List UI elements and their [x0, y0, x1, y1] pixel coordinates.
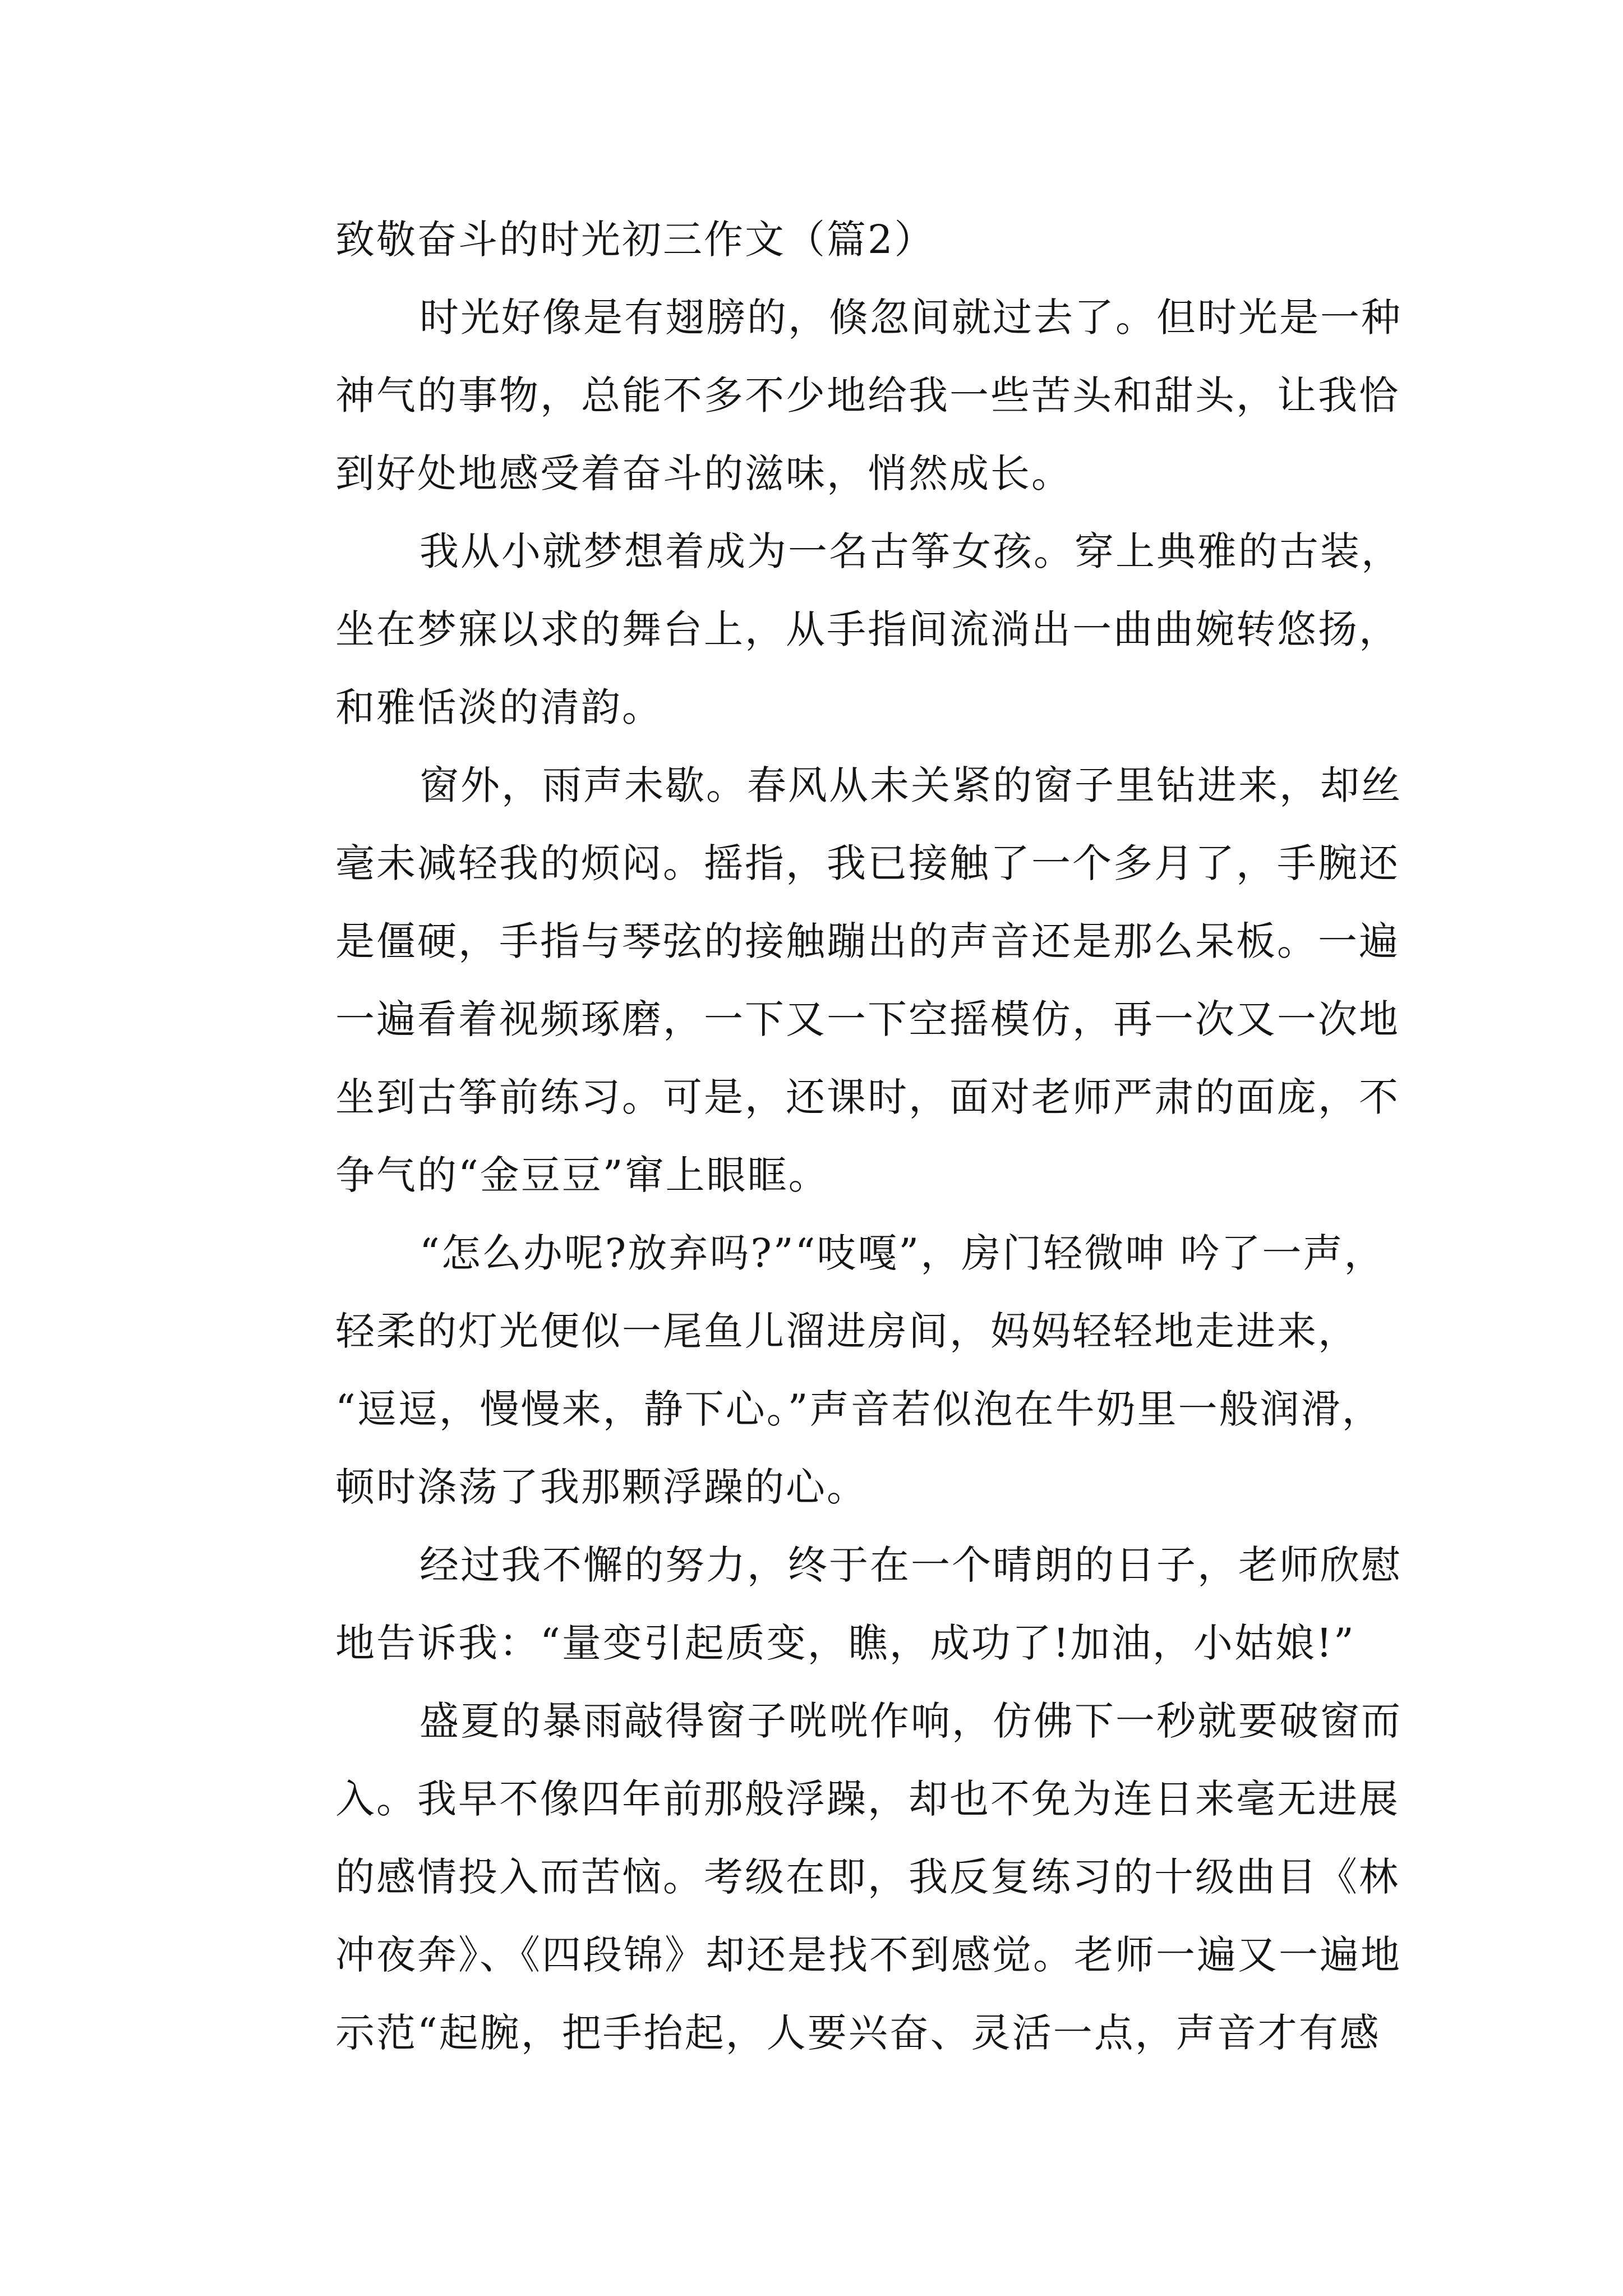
- text-line: 轻柔的灯光便似一尾鱼儿溜进房间，妈妈轻轻地走进来，: [335, 1308, 1359, 1354]
- text-line: 争气的“金豆豆”窜上眼眶。: [335, 1152, 829, 1198]
- paragraph: [251, 279, 1402, 513]
- text-line: 是僵硬，手指与琴弦的接触蹦出的声音还是那么呆板。一遍: [335, 918, 1400, 964]
- text-line: “逗逗，慢慢来，静下心。”声音若似泡在牛奶里一般润滑，: [335, 1386, 1383, 1432]
- text-line: 入。我早不像四年前那般浮躁，却也不免为连日来毫无进展: [335, 1776, 1400, 1822]
- paragraph: [251, 1214, 1385, 1526]
- paragraph: [251, 747, 1402, 1214]
- text-line: 示范“起腕，把手抬起，人要兴奋、灵活一点，声音才有感: [335, 2010, 1381, 2056]
- text-line: 坐在梦寐以求的舞台上，从手指间流淌出一曲曲婉转悠扬，: [335, 606, 1400, 652]
- text-line: 盛夏的暴雨敲得窗子咣咣作响，仿佛下一秒就要破窗而: [419, 1698, 1402, 1744]
- text-line: 神气的事物，总能不多不少地给我一些苦头和甜头，让我恰: [335, 372, 1400, 418]
- text-line: 毫未减轻我的烦闷。摇指，我已接触了一个多月了，手腕还: [335, 840, 1400, 886]
- text-line: 到好处地感受着奋斗的滋味，悄然成长。: [335, 450, 1072, 496]
- text-line: 经过我不懈的努力，终于在一个晴朗的日子，老师欣慰: [419, 1542, 1402, 1588]
- text-line: 的感情投入而苦恼。考级在即，我反复练习的十级曲目《林: [335, 1854, 1400, 1900]
- text-line: 窗外，雨声未歇。春风从未关紧的窗子里钻进来，却丝: [419, 762, 1402, 808]
- paragraph: [251, 1526, 1402, 1682]
- text-line: 顿时涤荡了我那颗浮躁的心。: [335, 1464, 868, 1510]
- text-line: 时光好像是有翅膀的，倏忽间就过去了。但时光是一种: [419, 295, 1402, 341]
- text-line: 地告诉我：“量变引起质变，瞧，成功了!加油，小姑娘!”: [335, 1620, 1355, 1666]
- paragraph: [251, 1682, 1402, 2072]
- text-line: 一遍看着视频琢磨，一下又一下空摇模仿，再一次又一次地: [335, 996, 1400, 1042]
- text-line: 坐到古筝前练习。可是，还课时，面对老师严肃的面庞，不: [335, 1074, 1400, 1120]
- document-title: 致敬奋斗的时光初三作文（篇2）: [335, 217, 935, 263]
- text-line: 和雅恬淡的清韵。: [335, 684, 663, 730]
- text-line: 冲夜奔》、《四段锦》却还是找不到感觉。老师一遍又一遍地: [335, 1932, 1401, 1978]
- text-line: “怎么办呢?放弃吗?”“吱嘎”，房门轻微呻 吟了一声，: [419, 1230, 1385, 1276]
- paragraph: [251, 513, 1402, 747]
- document-body: [251, 201, 1402, 2072]
- text-line: 我从小就梦想着成为一名古筝女孩。穿上典雅的古装，: [419, 528, 1402, 574]
